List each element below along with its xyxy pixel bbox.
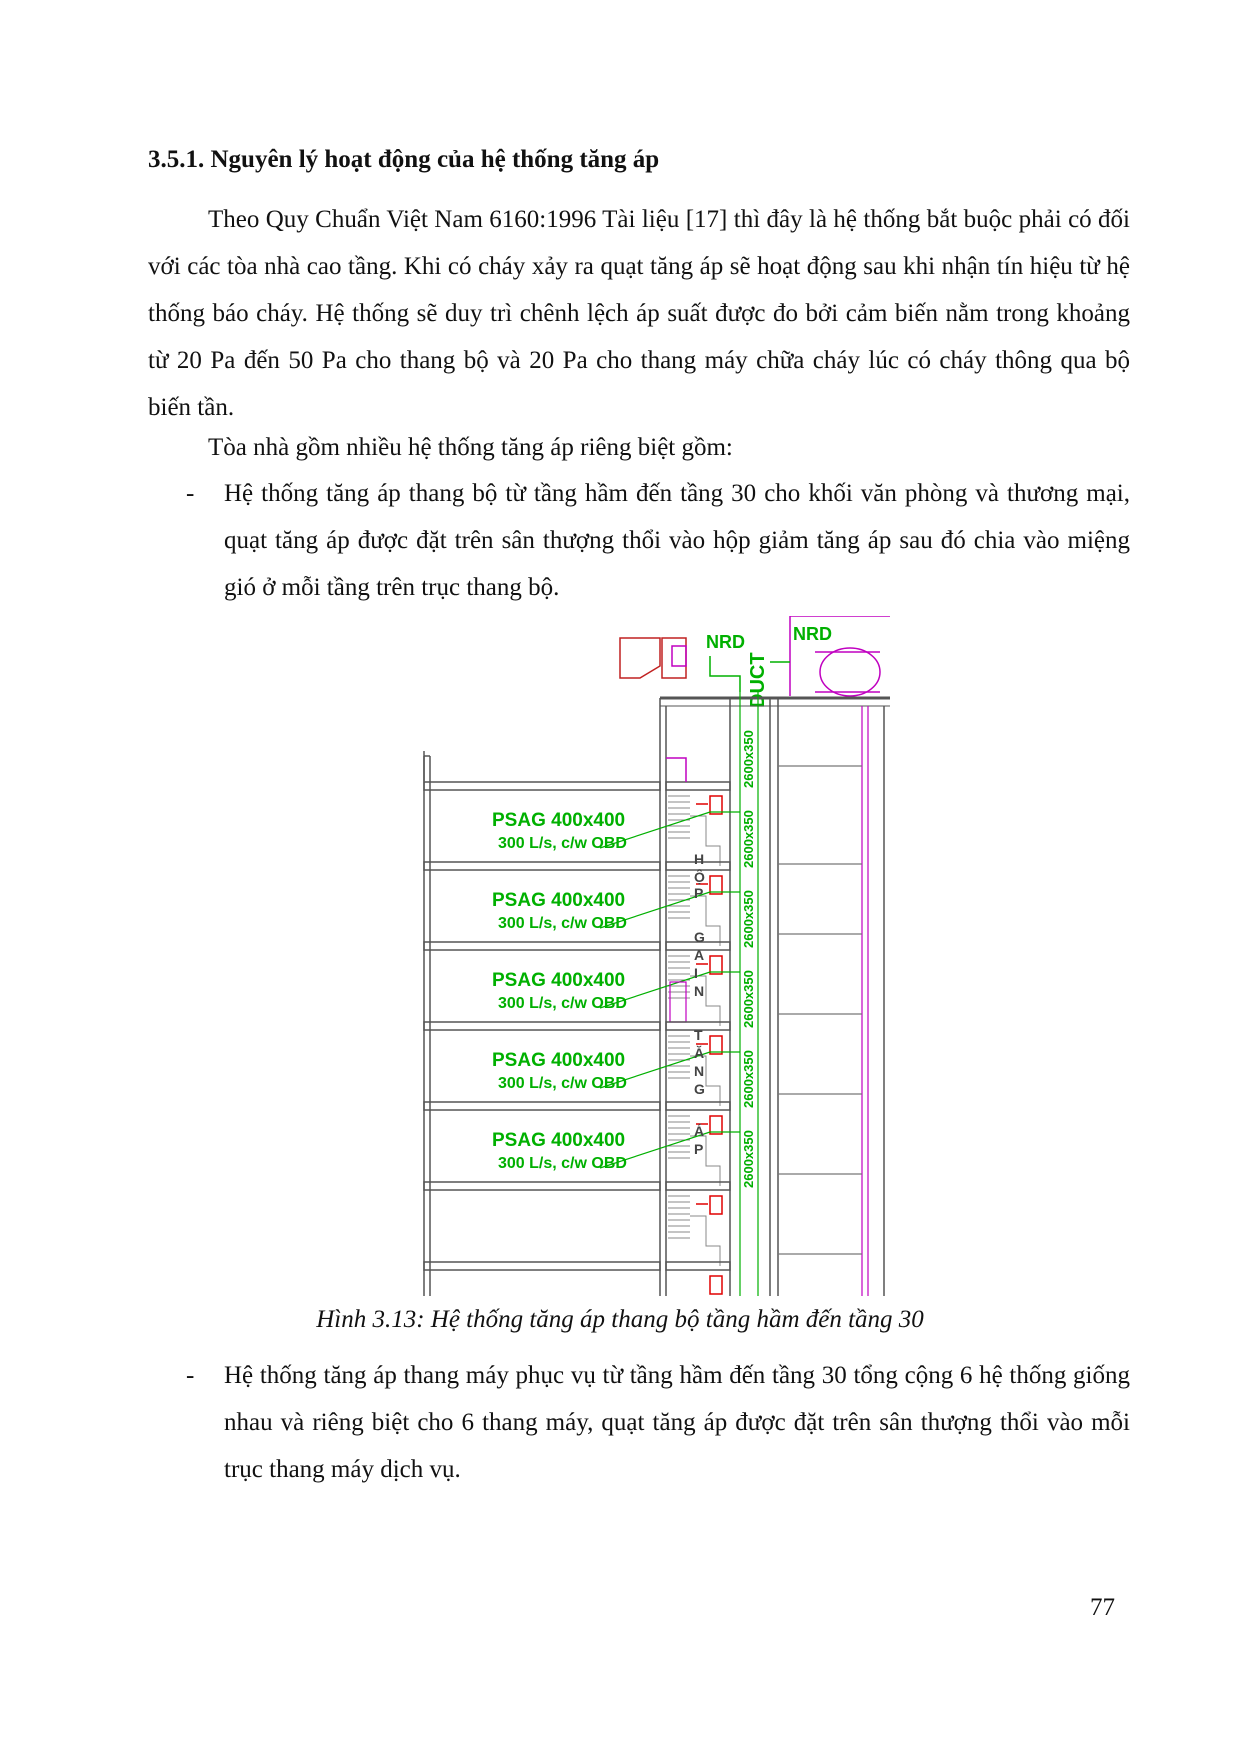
- bullet-item-2: Hệ thống tăng áp thang máy phục vụ từ tầng hầm đến tầng 30 tổng cộng 6 hệ thống giống nhau và riêng biệt cho 6 thang máy, quạt tăng áp được đặt trên sân thượng thổi vào mỗi trục thang máy dịch vụ.: [224, 1362, 1130, 1483]
- shaft-letter: G: [694, 929, 705, 945]
- shaft-letter: P: [694, 1141, 704, 1157]
- psag-label-3: PSAG 400x400: [492, 970, 626, 991]
- shaft-size-labels: [741, 730, 756, 1188]
- stair-pressurization-drawing: [410, 616, 890, 1296]
- shaft-letter: N: [694, 983, 705, 999]
- shaft-size-1: 2600x350: [741, 730, 756, 788]
- shaft-size-6: 2600x350: [741, 1130, 756, 1188]
- shaft-name-letters: [694, 851, 705, 1157]
- psag-label-1: PSAG 400x400: [492, 810, 626, 831]
- shaft-letter: I: [694, 965, 698, 981]
- shaft-letter: Ă: [694, 1045, 705, 1061]
- roof-equipment: [620, 638, 686, 678]
- psag-label-5: PSAG 400x400: [492, 1130, 626, 1151]
- psag-flow-2: 300 L/s, c/w OBD: [498, 915, 627, 932]
- shaft-letter: Á: [694, 1123, 705, 1139]
- figure-caption: Hình 3.13: Hệ thống tăng áp thang bộ tầng hầm đến tầng 30: [316, 1306, 924, 1333]
- shaft-letter: H: [694, 851, 705, 867]
- bullet-marker-2: -: [186, 1362, 195, 1389]
- shaft-size-3: 2600x350: [741, 890, 756, 948]
- building-outline: [424, 698, 884, 1296]
- nrd-right-label: NRD: [793, 624, 832, 644]
- shaft-letter: A: [694, 947, 705, 963]
- duct-label: DUCT: [747, 652, 769, 708]
- right-shaft: [862, 706, 868, 1296]
- shaft-letter: N: [694, 1063, 705, 1079]
- right-floor-lines: [778, 766, 862, 1254]
- floor-6: [424, 1182, 730, 1294]
- intro-paragraph: Theo Quy Chuẩn Việt Nam 6160:1996 Tài liệu [17] thì đây là hệ thống bắt buộc phải có đối với các tòa nhà cao tầng. Khi có cháy xảy ra quạt tăng áp sẽ hoạt động sau khi nhận tín hiệu từ hệ thống báo cháy. Hệ thống sẽ duy trì chênh lệch áp suất được đo bởi cảm biến nằm trong khoảng từ 20 Pa đến 50 Pa cho thang bộ và 20 Pa cho thang máy chữa cháy lúc có cháy thông qua bộ biến tần.: [148, 206, 1130, 421]
- shaft-letter: P: [694, 885, 704, 901]
- psag-labels: [492, 810, 627, 1172]
- bullet-marker-1: -: [186, 480, 195, 507]
- shaft-letter: Ộ: [694, 869, 705, 885]
- psag-label-2: PSAG 400x400: [492, 890, 626, 911]
- psag-flow-1: 300 L/s, c/w OBD: [498, 835, 627, 852]
- shaft-size-4: 2600x350: [741, 970, 756, 1028]
- page-number: 77: [1090, 1594, 1115, 1621]
- nrd-left-label: NRD: [706, 632, 745, 652]
- section-heading: 3.5.1. Nguyên lý hoạt động của hệ thống tăng áp: [148, 146, 660, 173]
- list-intro: Tòa nhà gồm nhiều hệ thống tăng áp riêng biệt gồm:: [208, 434, 733, 461]
- psag-flow-3: 300 L/s, c/w OBD: [498, 995, 627, 1012]
- shaft-size-2: 2600x350: [741, 810, 756, 868]
- bullet-item-1: Hệ thống tăng áp thang bộ từ tầng hầm đến tầng 30 cho khối văn phòng và thương mại, quạt tăng áp được đặt trên sân thượng thổi vào hộp giảm tăng áp sau đó chia vào miệng gió ở mỗi tầng trên trục thang bộ.: [224, 480, 1130, 601]
- shaft-letter: G: [694, 1081, 705, 1097]
- psag-label-4: PSAG 400x400: [492, 1050, 626, 1071]
- psag-flow-5: 300 L/s, c/w OBD: [498, 1155, 627, 1172]
- psag-flow-4: 300 L/s, c/w OBD: [498, 1075, 627, 1092]
- shaft-size-5: 2600x350: [741, 1050, 756, 1108]
- shaft-letter: T: [694, 1027, 703, 1043]
